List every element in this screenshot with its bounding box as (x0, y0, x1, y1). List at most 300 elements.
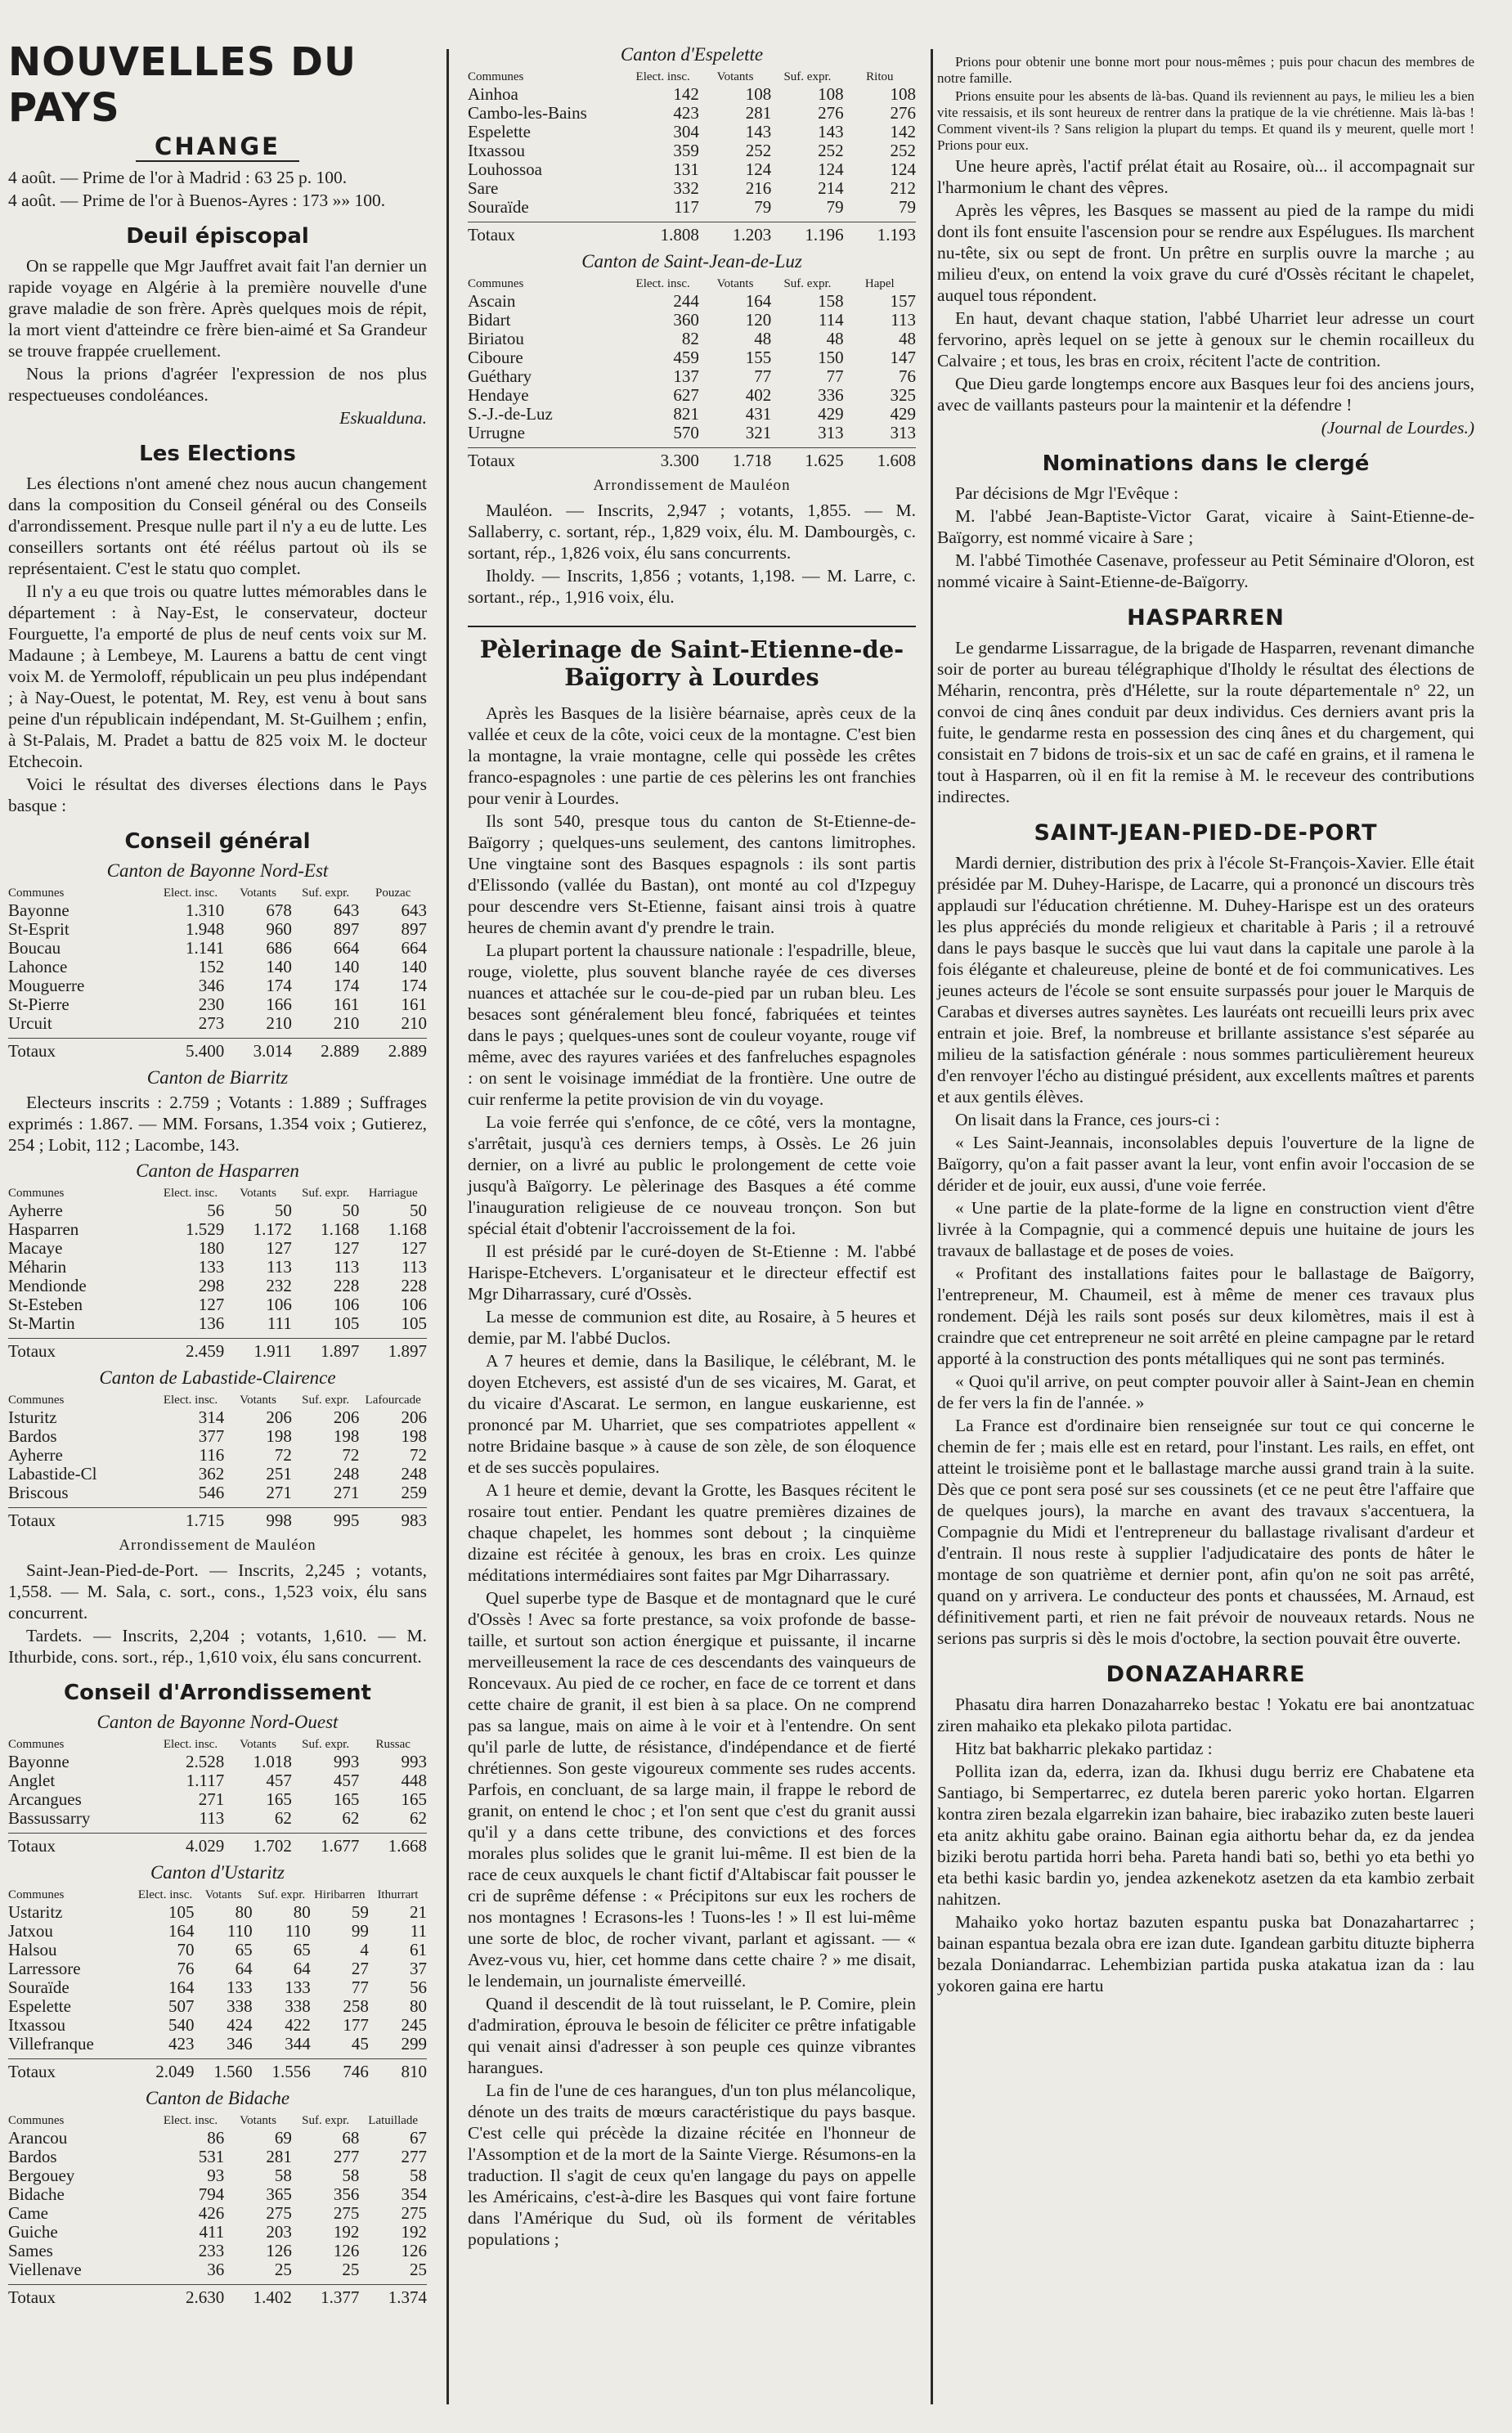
value-cell: 338 (285, 1996, 311, 2016)
value-cell: Ithurrart (377, 1888, 419, 1901)
value-cell: 203 (266, 2222, 292, 2242)
conseil-general-heading: Conseil général (124, 829, 311, 854)
value-cell: 56 (409, 1977, 427, 1997)
value-cell: 423 (168, 2034, 195, 2054)
value-cell: 4.029 (186, 1836, 225, 1856)
value-cell: 251 (266, 1464, 292, 1484)
value-cell: 821 (673, 404, 699, 424)
value-cell: 1.018 (253, 1752, 292, 1771)
value-cell: 62 (274, 1808, 292, 1828)
value-cell: 281 (266, 2147, 292, 2166)
commune-cell: Arancou (8, 2128, 68, 2148)
commune-cell: Urcuit (8, 1013, 52, 1033)
value-cell: Pouzac (375, 887, 411, 900)
results-table (8, 1185, 427, 1361)
commune-cell: Communes (468, 277, 524, 290)
commune-cell: Souraïde (8, 1977, 70, 1997)
pelerinage-paragraph: La voie ferrée qui s'enfonce, de ce côté, vers la montagne, s'arrêtait, jusqu'à ces derniers temps, à Ossès. Le 26 juin dernier, on a livré au public le prolongement de cette voie jusqu'à Baïgorry. Le pèlerinage des Basques a été comme l'inauguration religieuse de ce nouveau tronçon. Son but spécial était d'obtenir l'accroissement de la foi. (468, 1112, 916, 1238)
value-cell: 165 (401, 1789, 427, 1809)
value-cell: 540 (168, 2015, 195, 2035)
value-cell: 431 (745, 404, 772, 424)
value-cell: 165 (333, 1789, 360, 1809)
value-cell: 11 (410, 1921, 427, 1941)
value-cell: 1.897 (388, 1341, 427, 1361)
value-cell: 276 (818, 103, 844, 123)
value-cell: Elect. insc. (137, 1888, 193, 1901)
value-cell: 164 (745, 291, 772, 311)
table-row (8, 939, 427, 958)
value-cell: 152 (198, 957, 225, 976)
table-header-row (8, 885, 427, 901)
value-cell: 64 (293, 1959, 311, 1978)
elections-paragraph: Voici le résultat des diverses élections dans le Pays basque : (8, 774, 427, 815)
value-cell: 72 (274, 1445, 292, 1465)
table-row (8, 995, 427, 1014)
commune-cell: Communes (8, 2114, 65, 2127)
value-cell: 1.402 (253, 2287, 292, 2307)
value-cell: 93 (207, 2166, 225, 2185)
table-row (468, 141, 916, 160)
table-row (8, 2148, 427, 2166)
value-cell: 1.911 (253, 1341, 292, 1361)
value-cell: 133 (227, 1977, 253, 1997)
value-cell: 2.049 (155, 2062, 195, 2081)
table-row (8, 1771, 427, 1790)
commune-cell: Sare (468, 178, 499, 198)
commune-cell: Cambo-les-Bains (468, 103, 587, 123)
value-cell: 230 (198, 994, 225, 1014)
value-cell: Ritou (866, 70, 894, 83)
value-cell: 58 (342, 2166, 360, 2185)
table-row (8, 1922, 427, 1941)
value-cell: 359 (673, 141, 699, 160)
value-cell: 80 (409, 1996, 427, 2016)
value-cell: 140 (266, 957, 292, 976)
value-cell: 1.715 (186, 1511, 225, 1530)
table-row (8, 958, 427, 976)
table-row (468, 85, 916, 104)
canton-title: Canton de Labastide-Clairence (99, 1367, 336, 1388)
value-cell: 198 (333, 1426, 360, 1446)
value-cell: 1.168 (388, 1219, 427, 1239)
value-cell: 114 (818, 310, 844, 330)
pelerinage-heading: Pèlerinage de Saint-Etienne-de-Baïgorry à Lourdes (468, 626, 916, 691)
value-cell: 1.897 (321, 1341, 360, 1361)
value-cell: 62 (409, 1808, 427, 1828)
value-cell: 233 (198, 2241, 225, 2260)
value-cell: 993 (401, 1752, 427, 1771)
table-row (8, 976, 427, 995)
value-cell: 117 (674, 197, 699, 217)
value-cell: 82 (681, 329, 699, 348)
canton-title: Canton d'Espelette (620, 44, 764, 65)
sjpp-paragraph: « Une partie de la plate-forme de la ligne en construction vient d'être livrée à la Compagnie, qui a commencé depuis une huitaine de jours les travaux de ballastage et de poses de voies. (937, 1198, 1474, 1260)
value-cell: 77 (351, 1977, 369, 1997)
value-cell: 126 (333, 2241, 360, 2260)
value-cell: 2.630 (186, 2287, 225, 2307)
value-cell: 157 (890, 291, 917, 311)
value-cell: 252 (745, 141, 772, 160)
value-cell: 58 (409, 2166, 427, 2185)
value-cell: 127 (333, 1238, 360, 1258)
value-cell: 664 (333, 938, 360, 958)
value-cell: 275 (266, 2203, 292, 2223)
sjpp-paragraph: La France est d'ordinaire bien renseignée sur tout ce qui concerne le chemin de fer ; mais elle est en retard, pour l'instant. Les rails, en effet, ont atteint le troisième pont et le ballastage marche aussi grand train à la suite. Dès que ce pont sera posé sur ses coussinets (et ce ne peut être l'affaire que de quelques jours), la marche en avant des travaux s'accentuera, la Compagnie du Midi et l'entrepreneur du ballastage rivalisant d'ardeur et d'entrain. Il nous reste à supplier l'adjudicataire des ponts de hâter le montage de son quatrième et dernier pont, afin qu'on ne soit pas arrêté, quand on y arrivera. Le conducteur des ponts et chaussées, M. Arnaud, est définitivement parti, et rien ne fait prévoir de nouveaux retards. Nous ne serions pas surpris si dès le mois d'octobre, la section pouvait être ouverte. (937, 1416, 1474, 1648)
table-row (8, 2185, 427, 2204)
value-cell: 304 (673, 122, 699, 141)
table-total-row (468, 222, 916, 245)
value-cell: 271 (198, 1789, 225, 1809)
value-cell: 166 (266, 994, 292, 1014)
commune-cell: Larressore (8, 1959, 81, 1978)
commune-cell: Souraïde (468, 197, 529, 217)
value-cell: 79 (826, 197, 844, 217)
value-cell: 354 (401, 2184, 427, 2204)
commune-cell: Macaye (8, 1238, 63, 1258)
table-row (8, 1277, 427, 1295)
value-cell: 1.310 (186, 900, 225, 920)
table-row (8, 1295, 427, 1314)
pelerinage-paragraph: A 1 heure et demie, devant la Grotte, les Basques récitent le rosaire tout entier. Pendant les quatre premières dizaines de chaque chapelet, les hommes sont debout ; la cinquième dizaine est récitée à genoux, les bras en croix. Les quinze méditations intermédiaires sont faites par Mgr Diharrassary. (468, 1480, 916, 1585)
value-cell: 1.203 (732, 225, 772, 245)
commune-cell: Totaux (468, 225, 516, 245)
value-cell: 258 (343, 1996, 369, 2016)
commune-cell: Bidart (468, 310, 511, 330)
value-cell: 277 (333, 2147, 360, 2166)
value-cell: 252 (818, 141, 844, 160)
value-cell: 1.948 (186, 919, 225, 939)
results-table (468, 69, 916, 245)
commune-cell: Guéthary (468, 366, 532, 386)
value-cell: 77 (826, 366, 844, 386)
value-cell: 277 (401, 2147, 427, 2166)
value-cell: 325 (890, 385, 917, 405)
sjpp-heading: SAINT-JEAN-PIED-DE-PORT (1034, 820, 1378, 846)
value-cell: 180 (198, 1238, 225, 1258)
value-cell: Suf. expr. (302, 1187, 350, 1200)
change-line: 4 août. — Prime de l'or à Madrid : 63 25 p. 100. (8, 168, 348, 187)
value-cell: 59 (351, 1902, 369, 1922)
donazaharre-paragraph: Hitz bat bakharric plekako partidaz : (955, 1739, 1213, 1758)
commune-cell: Bardos (8, 2147, 57, 2166)
value-cell: 299 (401, 2034, 427, 2054)
table-row (468, 104, 916, 123)
table-total-row (8, 1038, 427, 1061)
prayer-paragraph: Prions ensuite pour les absents de là-bas. Quand ils reviennent au pays, le milieu les a bien vite ressaisis, et ils sont heureux de rentrer dans la pratique de la vie chrétienne. Mais là-bas ! Comment vivent-ils ? Sans religion la plupart du temps. Et quand ils y meurent, quelle mort ! Prions pour eux. (937, 88, 1474, 153)
value-cell: 1.117 (186, 1771, 225, 1790)
value-cell: 37 (409, 1959, 427, 1978)
table-row (8, 2260, 427, 2279)
tardets-results: Tardets. — Inscrits, 2,204 ; votants, 1,610. — M. Ithurbide, cons. sort., rép., 1,610 voix, élu sans concurrent. (8, 1626, 427, 1667)
article-paragraph: Une heure après, l'actif prélat était au Rosaire, où... il accompagnait sur l'harmonium le chant des vêpres. (937, 156, 1474, 197)
value-cell: 248 (333, 1464, 360, 1484)
value-cell: 110 (285, 1921, 311, 1941)
table-row (468, 424, 916, 442)
commune-cell: Bardos (8, 1426, 57, 1446)
value-cell: 131 (673, 159, 699, 179)
value-cell: 108 (818, 84, 844, 104)
value-cell: 67 (409, 2128, 427, 2148)
table-header-row (8, 1887, 427, 1903)
value-cell: 1.172 (253, 1219, 292, 1239)
donazaharre-paragraph: Phasatu dira harren Donazaharreko bestac ! Yokatu ere bai anontzatuac ziren mahaiko eta plekako pilota partidac. (937, 1695, 1474, 1735)
value-cell: 4 (360, 1940, 369, 1959)
commune-cell: Isturitz (8, 1407, 57, 1427)
canton-title: Canton de Biarritz (146, 1067, 289, 1088)
value-cell: 897 (333, 919, 360, 939)
value-cell: 314 (198, 1407, 225, 1427)
value-cell: 61 (409, 1940, 427, 1959)
commune-cell: Espelette (468, 122, 531, 141)
table-total-row (468, 447, 916, 470)
value-cell: Elect. insc. (163, 2114, 218, 2127)
table-total-row (8, 2058, 427, 2081)
table-row (468, 311, 916, 330)
table-row (8, 2035, 427, 2054)
table-row (8, 2242, 427, 2260)
table-row (8, 2166, 427, 2185)
value-cell: 1.702 (253, 1836, 292, 1856)
commune-cell: Louhossoa (468, 159, 542, 179)
canton-title: Canton de Bidache (145, 2088, 290, 2108)
value-cell: Suf. expr. (783, 277, 832, 290)
table-row (8, 1201, 427, 1220)
value-cell: Russac (375, 1738, 411, 1751)
value-cell: 2.889 (388, 1041, 427, 1061)
value-cell: 248 (401, 1464, 427, 1484)
value-cell: 48 (826, 329, 844, 348)
table-header-row (8, 1185, 427, 1201)
commune-cell: Hendaye (468, 385, 529, 405)
commune-cell: S.-J.-de-Luz (468, 404, 553, 424)
hasparren-heading: HASPARREN (1127, 605, 1285, 631)
table-row (8, 1220, 427, 1239)
prayer-paragraph: Prions pour obtenir une bonne mort pour nous-mêmes ; puis pour chacun des membres de notre famille. (937, 54, 1474, 86)
commune-cell: Ainhoa (468, 84, 518, 104)
value-cell: Elect. insc. (163, 1738, 218, 1751)
value-cell: 64 (235, 1959, 253, 1978)
table-header-row (8, 1392, 427, 1408)
value-cell: 346 (198, 976, 225, 995)
table-row (8, 920, 427, 939)
value-cell: 321 (745, 423, 772, 442)
column-left (0, 0, 433, 2433)
value-cell: 995 (333, 1511, 360, 1530)
value-cell: 62 (342, 1808, 360, 1828)
value-cell: Elect. insc. (163, 1394, 218, 1407)
commune-cell: St-Esteben (8, 1295, 83, 1314)
commune-cell: Urrugne (468, 423, 525, 442)
article-paragraph: Que Dieu garde longtemps encore aux Basques leur foi des anciens jours, avec de vaillants pasteurs pour la maintenir et la défendre ! (937, 374, 1474, 415)
table-row (8, 1959, 427, 1978)
value-cell: 313 (890, 423, 917, 442)
elections-paragraph: Il n'y a eu que trois ou quatre luttes mémorables dans le département : à Nay-Est, le conservateur, docteur Fourguette, l'a emporté de plus de neuf cents voix sur M. Madaune ; à Lembeye, M. Laurens a battu de cent vingt voix M. de Yermoloff, républicain un peu plus indépendant ; à Nay-Ouest, le potentat, M. Rey, est venu à bout sans peine d'un républicain indépendant, M. St-Guilhem ; enfin, à St-Palais, M. Pradet a battu de 825 voix M. le docteur Etchecoin. (8, 581, 427, 771)
value-cell: 298 (198, 1276, 225, 1295)
value-cell: 161 (333, 994, 360, 1014)
commune-cell: Mendionde (8, 1276, 87, 1295)
table-row (8, 2129, 427, 2148)
value-cell: Suf. expr. (258, 1888, 306, 1901)
value-cell: 80 (293, 1902, 311, 1922)
table-row (468, 160, 916, 179)
sjpp-paragraph: « Quoi qu'il arrive, on peut compter pouvoir aller à Saint-Jean en chemin de fer vers la fin de l'année. » (937, 1371, 1474, 1412)
value-cell: 281 (745, 103, 772, 123)
table-row (8, 1941, 427, 1959)
table-row (8, 1408, 427, 1427)
value-cell: Suf. expr. (302, 1738, 350, 1751)
commune-cell: Lahonce (8, 957, 68, 976)
value-cell: 113 (199, 1808, 225, 1828)
value-cell: 150 (818, 348, 844, 367)
pelerinage-paragraph: La plupart portent la chaussure nationale : l'espadrille, bleue, rouge, violette, plus souvent blanche rayée de ces diverses nuances et attachée sur le cou-de-pied par un ruban bleu. Les besaces sont généralement bleu foncé, fabriquées et teintes dans le pays ; quelques-unes sont de couleur voyante, rouge vif même, avec des rayures variées et des fanfreluches espagnoles : on sent le voisinage immédiat de la frontière. Une outre de cuir renferme la petite provision de vin du voyage. (468, 940, 916, 1109)
value-cell: 960 (266, 919, 292, 939)
value-cell: 113 (267, 1257, 292, 1277)
value-cell: 133 (198, 1257, 225, 1277)
elections-paragraph: Les élections n'ont amené chez nous aucun changement dans la composition du Conseil général ou des Conseils d'arrondissement. Presque nulle part il n'y a eu de lutte. Les conseillers sortants ont été réélus partout où ils se représentaient. C'est le statu quo complet. (8, 474, 427, 578)
value-cell: 164 (168, 1921, 195, 1941)
value-cell: Hapel (864, 277, 895, 290)
value-cell: 113 (891, 310, 917, 330)
value-cell: 105 (168, 1902, 195, 1922)
value-cell: 174 (401, 976, 427, 995)
value-cell: 346 (227, 2034, 253, 2054)
commune-cell: Méharin (8, 1257, 67, 1277)
table-header-row (468, 69, 916, 85)
table-row (468, 123, 916, 141)
value-cell: 50 (342, 1201, 360, 1220)
value-cell: 362 (198, 1464, 225, 1484)
table-row (8, 1014, 427, 1033)
value-cell: 127 (266, 1238, 292, 1258)
canton-title: Canton de Hasparren (136, 1160, 299, 1181)
table-total-row (8, 1507, 427, 1530)
table-row (468, 198, 916, 217)
value-cell: 664 (401, 938, 427, 958)
value-cell: 232 (266, 1276, 292, 1295)
table-row (468, 330, 916, 348)
commune-cell: Totaux (8, 1341, 56, 1361)
value-cell: 1.625 (805, 451, 844, 470)
commune-cell: Communes (8, 1187, 65, 1200)
value-cell: 124 (745, 159, 772, 179)
value-cell: 271 (333, 1483, 360, 1502)
value-cell: 27 (351, 1959, 369, 1978)
value-cell: 627 (673, 385, 699, 405)
results-table (8, 885, 427, 1061)
commune-cell: Espelette (8, 1996, 71, 2016)
value-cell: Votants (240, 887, 276, 900)
table-row (468, 292, 916, 311)
column-divider (446, 49, 449, 2404)
value-cell: 127 (198, 1295, 225, 1314)
table-row (8, 1484, 427, 1502)
pelerinage-paragraph: Ils sont 540, presque tous du canton de St-Etienne-de-Baïgorry ; quelques-uns seulement, des cantons limitrophes. Une vingtaine sont des Basques espagnols : ils sont partis d'Elissondo (vallée du Bastan), ont monté au col d'Izpeguy pour descendre vers St-Etienne, faisant ainsi trois à quatre heures de chemin avant d'y prendre le train. (468, 811, 916, 937)
article-signature: (Journal de Lourdes.) (1321, 418, 1474, 438)
table-row (468, 348, 916, 367)
value-cell: Latuillade (368, 2114, 419, 2127)
value-cell: 214 (818, 178, 844, 198)
value-cell: 69 (274, 2128, 292, 2148)
value-cell: 570 (673, 423, 699, 442)
value-cell: 344 (285, 2034, 311, 2054)
commune-cell: St-Martin (8, 1313, 75, 1333)
value-cell: 336 (818, 385, 844, 405)
commune-cell: Bergouey (8, 2166, 75, 2185)
value-cell: 99 (351, 1921, 369, 1941)
pelerinage-paragraph: A 7 heures et demie, dans la Basilique, le célébrant, M. le doyen Etchevers, est assisté d'un de ses vicaires, M. Garat, et du vicaire d'Ascarat. Le sermon, en langue euskarienne, est prononcé par M. Uharriet, que ses compatriotes appellent « notre Bridaine basque » à cause de son zèle, de son éloquence et de ses succès populaires. (468, 1351, 916, 1477)
value-cell: 216 (745, 178, 772, 198)
column-middle (458, 0, 924, 2433)
value-cell: 1.560 (213, 2062, 253, 2081)
value-cell: 252 (890, 141, 917, 160)
table-header-row (8, 1736, 427, 1753)
value-cell: 448 (401, 1771, 427, 1790)
commune-cell: Boucau (8, 938, 61, 958)
value-cell: 79 (899, 197, 917, 217)
value-cell: 70 (177, 1940, 195, 1959)
value-cell: 993 (333, 1752, 360, 1771)
value-cell: 424 (227, 2015, 253, 2035)
pelerinage-paragraph: Après les Basques de la lisière béarnaise, après ceux de la vallée et ceux de la côte, voici ceux de la montagne. C'est bien la montagne, la vraie montagne, celle qui possède les crêtes franco-espagnoles : une partie de ces pèlerins les ont franchies pour venir à Lourdes. (468, 703, 916, 808)
value-cell: 76 (177, 1959, 195, 1978)
value-cell: 192 (333, 2222, 360, 2242)
value-cell: 106 (266, 1295, 292, 1314)
value-cell: 1.808 (660, 225, 699, 245)
deuil-signature: Eskualduna. (339, 408, 427, 428)
arrondissement-title: Arrondissement de Mauléon (119, 1537, 316, 1554)
value-cell: 161 (401, 994, 427, 1014)
value-cell: Suf. expr. (302, 1394, 350, 1407)
commune-cell: Communes (8, 1888, 65, 1901)
mauleon-results: Mauléon. — Inscrits, 2,947 ; votants, 1,855. — M. Sallaberry, c. sortant, rép., 1,829 voix, élu. M. Dambourgès, c. sortant, rép., 1,826 voix, élu sans concurrents. (468, 501, 916, 563)
value-cell: Elect. insc. (163, 887, 218, 900)
commune-cell: Bassussarry (8, 1808, 91, 1828)
value-cell: 5.400 (186, 1041, 225, 1061)
value-cell: Suf. expr. (302, 887, 350, 900)
sjpp-paragraph: On lisait dans la France, ces jours-ci : (955, 1110, 1220, 1129)
canton-title: Canton de Bayonne Nord-Est (106, 860, 329, 881)
value-cell: 411 (199, 2222, 225, 2242)
table-row (468, 179, 916, 198)
canton-title: Canton de Bayonne Nord-Ouest (96, 1712, 339, 1732)
value-cell: 426 (198, 2203, 225, 2223)
value-cell: 158 (818, 291, 844, 311)
commune-cell: Halsou (8, 1940, 57, 1959)
value-cell: 686 (266, 938, 292, 958)
table-row (8, 1753, 427, 1771)
value-cell: 643 (401, 900, 427, 920)
value-cell: Harriague (368, 1187, 418, 1200)
value-cell: Lafourcade (365, 1394, 421, 1407)
deuil-text: On se rappelle que Mgr Jauffret avait fait l'an dernier un rapide voyage en Algérie à la première nouvelle d'une grave maladie de son frère. Après quelques mois de répit, la mort vient d'atteindre ce frère bien-aimé et Sa Grandeur se trouve frappée cruellement. (8, 256, 427, 361)
value-cell: 25 (274, 2260, 292, 2279)
value-cell: 1.677 (321, 1836, 360, 1856)
value-cell: 105 (401, 1313, 427, 1333)
value-cell: 338 (227, 1996, 253, 2016)
table-row (468, 386, 916, 405)
commune-cell: Came (8, 2203, 48, 2223)
commune-cell: Bayonne (8, 1752, 70, 1771)
value-cell: 275 (401, 2203, 427, 2223)
value-cell: 271 (266, 1483, 292, 1502)
results-table (8, 2112, 427, 2307)
results-table (468, 276, 916, 470)
value-cell: 124 (890, 159, 917, 179)
value-cell: 1.529 (186, 1219, 225, 1239)
value-cell: 143 (818, 122, 844, 141)
value-cell: 531 (198, 2147, 225, 2166)
value-cell: 142 (890, 122, 917, 141)
